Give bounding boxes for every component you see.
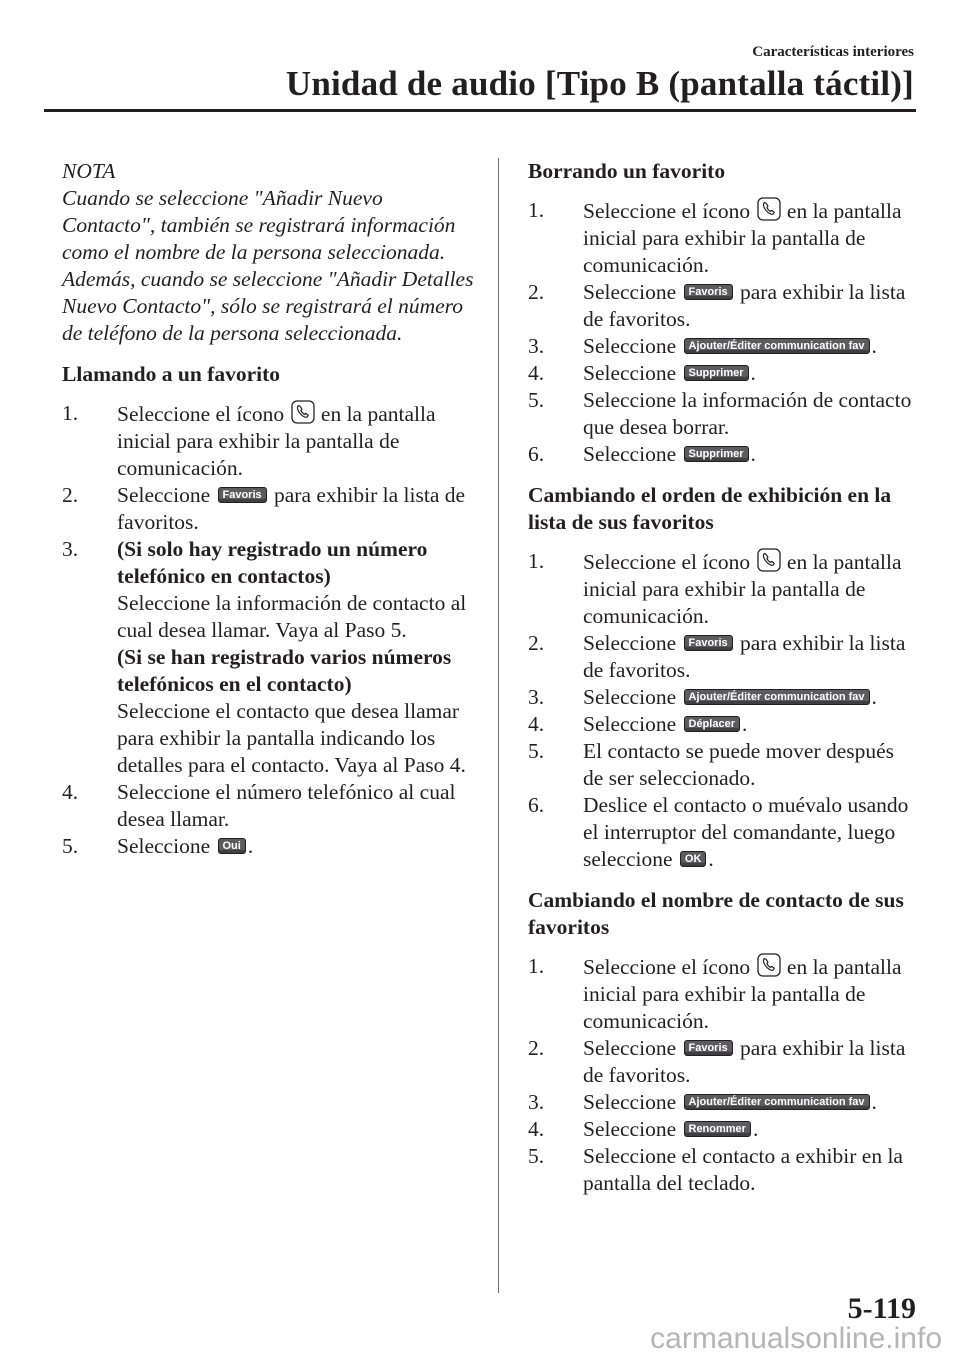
phone-icon[interactable] bbox=[757, 548, 781, 572]
list-item: 4. Seleccione Déplacer . bbox=[528, 712, 748, 736]
list-item: 5. Seleccione la información de contacto que desea borrar. bbox=[528, 388, 912, 439]
list-item: 5. Seleccione el contacto a exhibir en la pantalla del teclado. bbox=[528, 1144, 903, 1195]
list-item: 3. Seleccione Ajouter/Éditer communication fav . bbox=[528, 334, 877, 358]
oui-button[interactable]: Oui bbox=[218, 838, 246, 854]
note-heading: NOTA bbox=[62, 159, 116, 183]
section-heading-orden: Cambiando el orden de exhibición en la lista de sus favoritos bbox=[528, 483, 892, 534]
column-divider bbox=[498, 158, 499, 1293]
list-item: 1. Seleccione el ícono en la pantalla inicial para exhibir la pantalla de comunicación. bbox=[528, 549, 902, 628]
list-item: 5. El contacto se puede mover después de ser seleccionado. bbox=[528, 739, 895, 790]
list-item: 2. Seleccione Favoris para exhibir la lista de favoritos. bbox=[528, 1036, 906, 1087]
list-item: 4. Seleccione Renommer . bbox=[528, 1117, 759, 1141]
list-item: 3. Seleccione Ajouter/Éditer communication fav . bbox=[528, 685, 877, 709]
list-item: 3. (Si solo hay registrado un número telefónico en contactos) Seleccione la información de contacto al cual desea llamar. Vaya al Paso 5. (Si se han registrado varios números telefónicos en el contacto) Seleccione el contacto que desea llamar para exhibir la pantalla indicando los detalles para el contacto. Vaya al Paso 4. bbox=[62, 537, 467, 777]
renommer-button[interactable]: Renommer bbox=[684, 1121, 751, 1137]
section-heading-borrando: Borrando un favorito bbox=[528, 159, 726, 183]
left-column bbox=[62, 158, 474, 860]
phone-icon[interactable] bbox=[291, 400, 315, 424]
page-number: 5-119 bbox=[847, 1292, 916, 1325]
list-item: 1. Seleccione el ícono en la pantalla inicial para exhibir la pantalla de comunicación. bbox=[528, 954, 902, 1033]
phone-icon[interactable] bbox=[757, 953, 781, 977]
ok-button[interactable]: OK bbox=[680, 851, 707, 867]
note-text: Cuando se seleccione "Añadir Nuevo Contacto", también se registrará información como el nombre de la persona seleccionada. Además, cuando se seleccione "Añadir Detalles Nuevo Contacto", sólo se registrará el número de teléfono de la persona seleccionada. bbox=[62, 186, 474, 345]
favoris-button[interactable]: Favoris bbox=[684, 284, 733, 300]
list-item: 4. Seleccione Supprimer . bbox=[528, 361, 756, 385]
ajouter-editer-button[interactable]: Ajouter/Éditer communication fav bbox=[684, 338, 870, 354]
list-item: 4. Seleccione el número telefónico al cual desea llamar. bbox=[62, 780, 456, 831]
section-heading-nombre: Cambiando el nombre de contacto de sus favoritos bbox=[528, 888, 904, 939]
list-item: 3. Seleccione Ajouter/Éditer communication fav . bbox=[528, 1090, 877, 1114]
watermark: carmanualsonline.info bbox=[650, 1322, 942, 1355]
list-item: 6. Deslice el contacto o muévalo usando el interruptor del comandante, luego seleccione OK . bbox=[528, 793, 909, 871]
favoris-button[interactable]: Favoris bbox=[684, 1040, 733, 1056]
ajouter-editer-button[interactable]: Ajouter/Éditer communication fav bbox=[684, 1094, 870, 1110]
phone-icon[interactable] bbox=[757, 197, 781, 221]
right-column bbox=[528, 158, 918, 1197]
list-item: 5. Seleccione Oui . bbox=[62, 834, 254, 858]
list-item: 1. Seleccione el ícono en la pantalla inicial para exhibir la pantalla de comunicación. bbox=[62, 401, 436, 480]
ajouter-editer-button[interactable]: Ajouter/Éditer communication fav bbox=[684, 689, 870, 705]
list-item: 2. Seleccione Favoris para exhibir la lista de favoritos. bbox=[528, 280, 906, 331]
favoris-button[interactable]: Favoris bbox=[684, 635, 733, 651]
list-item: 2. Seleccione Favoris para exhibir la lista de favoritos. bbox=[62, 483, 466, 534]
favoris-button[interactable]: Favoris bbox=[218, 487, 267, 503]
page-title: Unidad de audio [Tipo B (pantalla táctil)] bbox=[285, 64, 914, 103]
deplacer-button[interactable]: Déplacer bbox=[684, 716, 740, 732]
supprimer-button[interactable]: Supprimer bbox=[684, 365, 749, 381]
list-item: 1. Seleccione el ícono en la pantalla inicial para exhibir la pantalla de comunicación. bbox=[528, 198, 902, 277]
supprimer-button[interactable]: Supprimer bbox=[684, 446, 749, 462]
header-rule bbox=[44, 109, 916, 112]
section-heading-llamando: Llamando a un favorito bbox=[62, 362, 281, 386]
section-subtitle: Características interiores bbox=[752, 44, 914, 60]
list-item: 2. Seleccione Favoris para exhibir la lista de favoritos. bbox=[528, 631, 906, 682]
list-item: 6. Seleccione Supprimer . bbox=[528, 442, 756, 466]
